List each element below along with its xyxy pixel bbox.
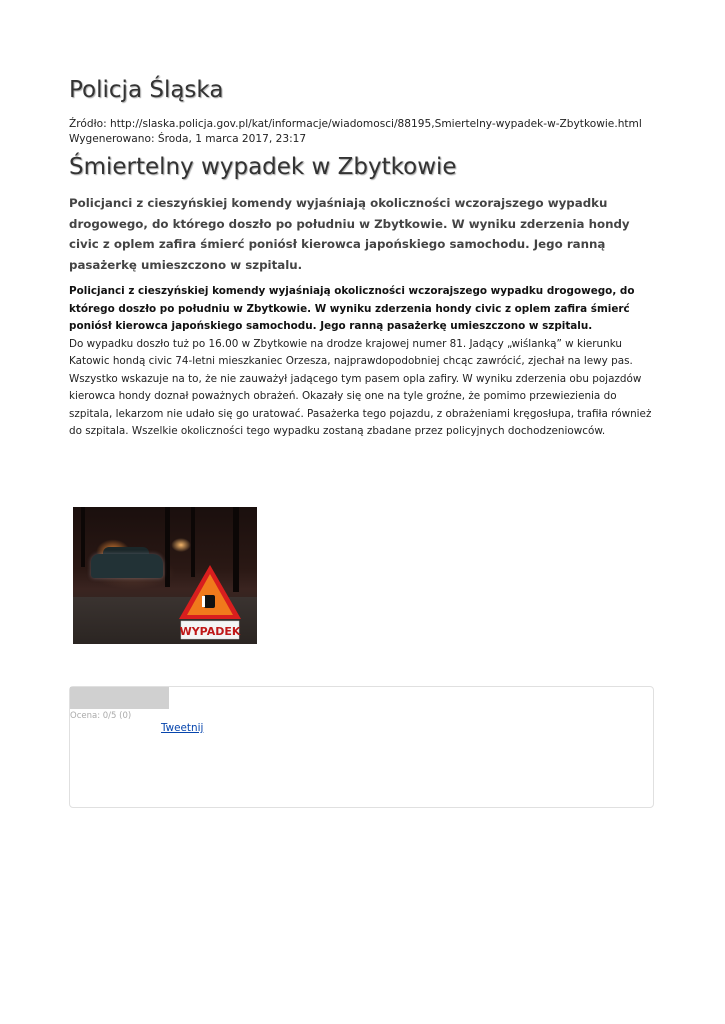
- article-body-text: Do wypadku doszło tuż po 16.00 w Zbytkowie na drodze krajowej numer 81. Jadący „wiślanką” w kierunku Katowic hondą civic 74-letni mieszkaniec Orzesza, najprawdopodobniej chcąc zawrócić, zjechał na lewy pas. Wszystko wskazuje na to, że nie zauważył jadącego tym pasem opla zafiry. W wyniku zderzenia obu pojazdów kierowca hondy doznał poważnych obrażeń. Okazały się one na tyle groźne, że pomimo przewiezienia do szpitala, lekarzom nie udało się go uratować. Pasażerka tego pojazdu, z obrażeniami kręgosłupa, trafiła również do szpitala. Wszelkie okoliczności tego wypadku zostaną zbadane przez policyjnych dochodzeniowców.: [69, 337, 652, 437]
- article-title: Śmiertelny wypadek w Zbytkowie: [69, 154, 457, 180]
- document-meta: [69, 117, 669, 146]
- article-body-intro: Policjanci z cieszyńskiej komendy wyjaśniają okoliczności wczorajszego wypadku drogowego, do którego doszło po południu w Zbytkowie. W wyniku zderzenia hondy civic z oplem zafira śmierć poniósł kierowca japońskiego samochodu. Jego ranną pasażerkę umieszczono w szpitalu.: [69, 285, 635, 332]
- rating-stars-bar[interactable]: [70, 687, 169, 709]
- site-title: Policja Śląska: [69, 77, 224, 103]
- tweet-link[interactable]: Tweetnij: [161, 722, 204, 734]
- rating-text: Ocena: 0/5 (0): [70, 711, 132, 721]
- social-widget: [69, 686, 654, 808]
- warning-triangle-icon: [177, 563, 243, 643]
- source-url: Źródło: http://slaska.policja.gov.pl/kat/informacje/wiadomosci/88195,Smiertelny-wypadek-w-Zbytkowie.html: [69, 118, 642, 130]
- generated-date: Wygenerowano: Środa, 1 marca 2017, 23:17: [69, 132, 307, 145]
- accident-photo: [73, 507, 257, 644]
- sign-text: WYPADEK: [179, 625, 241, 638]
- article-lead: Policjanci z cieszyńskiej komendy wyjaśniają okoliczności wczorajszego wypadku drogowego, do którego doszło po południu w Zbytkowie. W wyniku zderzenia hondy civic z oplem zafira śmierć poniósł kierowca japońskiego samochodu. Jego ranną pasażerkę umieszczono w szpitalu.: [69, 196, 630, 272]
- article-body: [69, 283, 655, 441]
- car-silhouette: [91, 554, 163, 578]
